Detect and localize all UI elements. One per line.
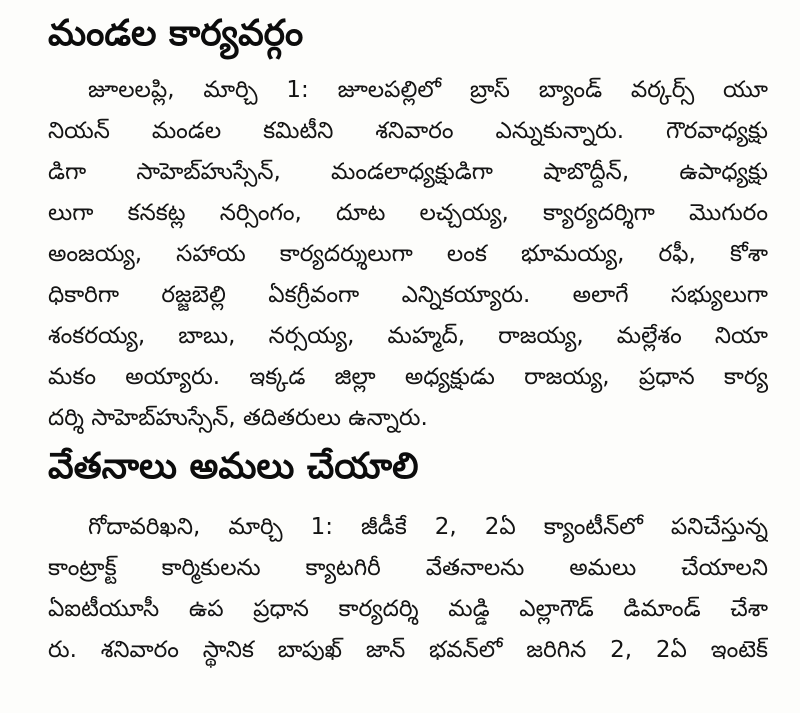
article-line: మకం అయ్యారు. ఇక్కడ జిల్లా అధ్యక్షుడు రాజయ్య, ప్రధాన కార్య	[48, 364, 768, 390]
article-wages	[48, 439, 768, 671]
article-body	[48, 70, 768, 439]
article-body	[48, 507, 768, 671]
article-line: రు. శనివారం స్థానిక బాపుఖ్ జాన్ భవన్‌లో జరిగిన 2, 2ఏ ఇంటెక్	[48, 637, 768, 663]
article-headline: వేతనాలు అమలు చేయాలి	[48, 446, 419, 487]
article-line: లుగా కనకట్ల నర్సింగం, దూట లచ్చయ్య, క్యార్యదర్శిగా మొగురం	[48, 200, 768, 226]
article-line: శంకరయ్య, బాబు, నర్సయ్య, మహ్మద్, రాజయ్య, మల్లేశం నియా	[48, 323, 768, 349]
article-line: అంజయ్య, సహాయ కార్యదర్శులుగా లంక భూమయ్య, రఫీ, కోశా	[48, 241, 768, 267]
article-line: గోదావరిఖని, మార్చి 1: జీడీకే 2, 2ఏ క్యాంటీన్‌లో పనిచేస్తున్న	[88, 514, 768, 540]
article-line: దర్శి సాహెబ్‌హుస్సేన్, తదితరులు ఉన్నారు.	[48, 405, 428, 431]
article-mandal-committee	[48, 0, 768, 439]
article-line: ఏఐటీయూసీ ఉప ప్రధాన కార్యదర్శి మడ్డి ఎల్లాగౌడ్ డిమాండ్ చేశా	[48, 596, 768, 622]
article-line: జూలలప్లి, మార్చి 1: జూలపల్లిలో బ్రాస్ బ్యాండ్ వర్కర్స్ యూ	[88, 77, 768, 103]
article-headline: మండల కార్యవర్గం	[48, 13, 304, 54]
article-line: డిగా సాహెబ్‌హుస్సేన్, మండలాధ్యక్షుడిగా షాబొద్దీన్, ఉపాధ్యక్షు	[48, 159, 768, 185]
article-line: ధికారిగా రజ్జబెల్లి ఏకగ్రీవంగా ఎన్నికయ్యారు. అలాగే సభ్యులుగా	[48, 282, 768, 308]
article-line: కాంట్రాక్ట్ కార్మికులను క్యాటగిరీ వేతనాలను అమలు చేయాలని	[48, 555, 768, 581]
article-line: నియన్ మండల కమిటీని శనివారం ఎన్నుకున్నారు. గౌరవాధ్యక్షు	[48, 118, 768, 144]
